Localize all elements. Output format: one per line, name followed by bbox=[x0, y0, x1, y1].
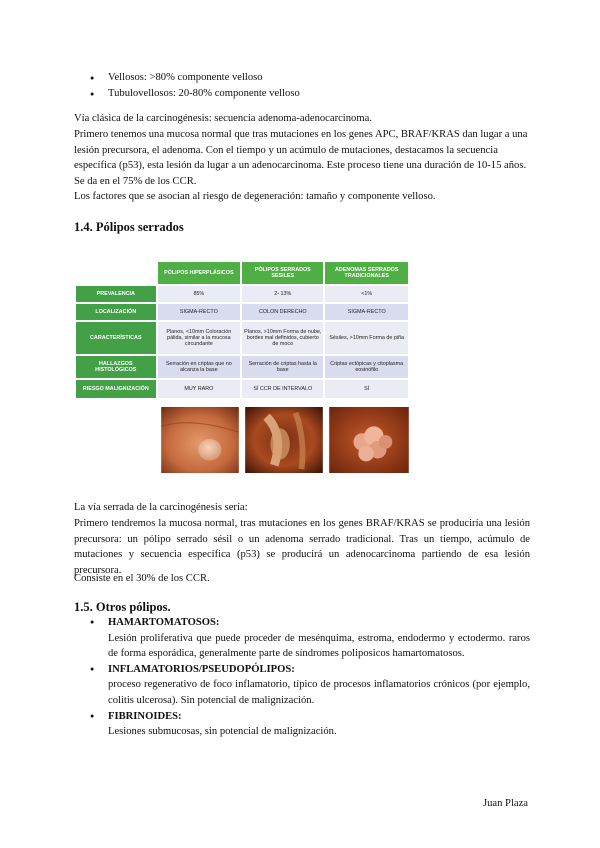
table-cell: COLON DERECHO bbox=[242, 304, 323, 320]
serrated-paragraph-3: Consiste en el 30% de los CCR. bbox=[74, 573, 210, 584]
term-inflamatorios: INFLAMATORIOS/PSEUDOPÓLIPOS: bbox=[108, 663, 295, 675]
table-cell: Serración de criptas hasta la base bbox=[242, 356, 323, 378]
intro-paragraph-3: Los factores que se asocian al riesgo de degeneración: tamaño y componente velloso. bbox=[74, 191, 436, 202]
desc-inflamatorios: proceso regenerativo de foco inflamatorio, típico de procesos inflamatorios crónicos (por ejemplo, colitis ulcerosa). Sin potencial de malignización. bbox=[108, 679, 530, 706]
table-cell: SIGMA-RECTO bbox=[325, 304, 408, 320]
table-cell: Criptas ectópicas y citoplasma eosinófilo bbox=[325, 356, 408, 378]
row-header: RIESGO MALIGNIZACIÓN bbox=[76, 380, 156, 398]
row-header: CARACTERÍSTICAS bbox=[76, 322, 156, 354]
list-item bbox=[90, 709, 530, 740]
serrated-paragraph-2: Primero tendremos la mucosa normal, tras mutaciones en los genes BRAF/KRAS se produciría una lesión precursora: un pólipo serrado sésil o un adenoma serrado tradicional. Tras un tiempo, acúmulo de mutaciones y secuencia específica (p53) se producirá un adenocarcinoma partiendo de esa lesión precursora. bbox=[74, 518, 530, 576]
desc-fibrinoides: Lesiones submucosas, sin potencial de malignización. bbox=[108, 726, 337, 738]
column-header: PÓLIPOS HIPERPLÁSICOS bbox=[158, 262, 241, 284]
row-header: PREVALENCIA bbox=[76, 286, 156, 302]
desc-hamartomatosos: Lesión proliferativa que puede proceder de mesénquima, estroma, endodermo y ectodermo. raros de forma esporádica, generalmente parte de síndromes poliposicos hamartomatosos. bbox=[108, 632, 530, 660]
table-row bbox=[76, 304, 408, 320]
endoscopy-photos bbox=[160, 406, 410, 474]
table-cell: SIGMA-RECTO bbox=[158, 304, 241, 320]
section-heading-serrated: 1.4. Pólipos serrados bbox=[74, 220, 184, 234]
list-item bbox=[90, 662, 530, 709]
intro-paragraph-1: Vía clásica de la carcinogénesis: secuencia adenoma-adenocarcinoma. bbox=[74, 113, 372, 124]
table-cell: <1% bbox=[325, 286, 408, 302]
term-fibrinoides: FIBRINOIDES: bbox=[108, 710, 182, 722]
term-hamartomatosos: HAMARTOMATOSOS: bbox=[108, 617, 220, 628]
table-corner bbox=[76, 262, 156, 284]
table-cell: MUY RARO bbox=[158, 380, 241, 398]
table-cell: 2- 13% bbox=[242, 286, 323, 302]
table-cell: 85% bbox=[158, 286, 241, 302]
list-item: ● Vellosos: >80% componente velloso bbox=[90, 70, 300, 86]
serrated-polyps-table bbox=[74, 260, 410, 400]
other-polyps-list bbox=[90, 615, 530, 740]
polyp-photo-traditional-serrated bbox=[328, 406, 410, 474]
row-header: HALLAZGOS HISTOLÓGICOS bbox=[76, 356, 156, 378]
intro-paragraph-2: Primero tenemos una mucosa normal que tras mutaciones en los genes APC, BRAF/KRAS dan lugar a una lesión precursora, el adenoma. Con el tiempo y un acúmulo de mutaciones, destacamos la secuencia específica (p53), esta lesión da lugar a un adenocarcinoma. Este proceso tiene una duración de 10-15 años. Se da en el 75% de los CCR. bbox=[74, 129, 528, 187]
section-heading-other: 1.5. Otros pólipos. bbox=[74, 600, 171, 614]
villous-bullet-list bbox=[90, 70, 300, 102]
polyp-photo-sessile-serrated bbox=[244, 406, 324, 474]
table-cell: SÍ CCR DE INTERVALO bbox=[242, 380, 323, 398]
column-header: ADENOMAS SERRADOS TRADICIONALES bbox=[325, 262, 408, 284]
table-header-row bbox=[76, 262, 408, 284]
table-row bbox=[76, 286, 408, 302]
column-header: PÓLIPOS SERRADOS SESILES bbox=[242, 262, 323, 284]
table-cell: Planos, <10mm Coloración pálida, similar a la mucosa circundante bbox=[158, 322, 241, 354]
serrated-paragraph-1: La vía serrada de la carcinogénesis sería: bbox=[74, 502, 248, 513]
footer-author: Juan Plaza bbox=[482, 798, 528, 809]
table-row bbox=[76, 356, 408, 378]
polyp-photo-hyperplastic bbox=[160, 406, 240, 474]
table-cell: Serración en criptas que no alcanza la base bbox=[158, 356, 241, 378]
list-item: ● Tubulovellosos: 20-80% componente velloso bbox=[90, 86, 300, 102]
table-row bbox=[76, 322, 408, 354]
table-row bbox=[76, 380, 408, 398]
table-cell: SÍ bbox=[325, 380, 408, 398]
row-header: LOCALIZACIÓN bbox=[76, 304, 156, 320]
table-cell: Sésiles, >10mm Forma de piña bbox=[325, 322, 408, 354]
table-cell: Planos, >10mm Forma de nube, bordes mal definidos, cubierto de moco bbox=[242, 322, 323, 354]
list-item bbox=[90, 615, 530, 662]
